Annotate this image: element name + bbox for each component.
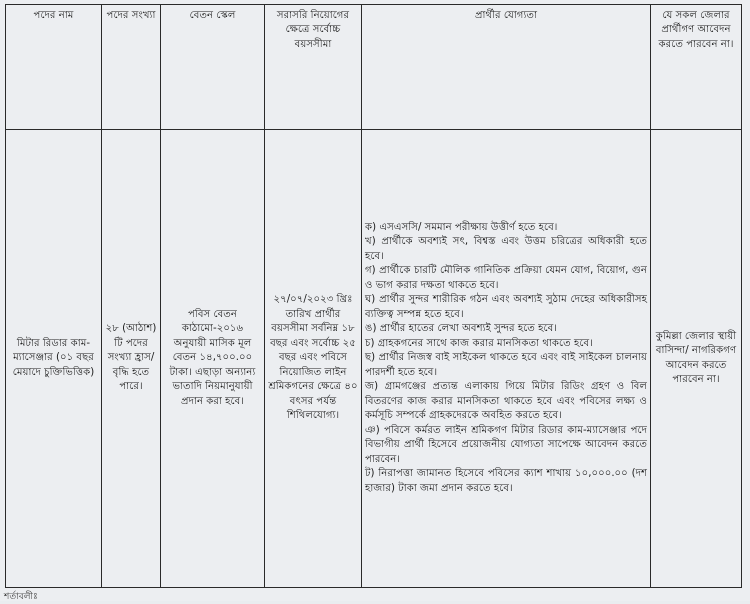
qualification-item: ক) এসএসসি/ সমমান পরীক্ষায় উত্তীর্ণ হতে হবে। xyxy=(365,221,558,233)
job-circular-table xyxy=(5,4,742,588)
qualification-item: ঙ) প্রার্থীর হাতের লেখা অবশ্যই সুন্দর হতে হবে। xyxy=(365,323,557,335)
cell-post-name: মিটার রিডার কাম-ম্যাসেঞ্জার (০১ বছর মেয়াদে চুক্তিভিত্তিক) xyxy=(6,130,102,588)
qualification-item: ঘ) প্রার্থীর সুন্দর শারীরিক গঠন এবং অবশ্যই সুঠাম দেহের অধিকারীসহ ব্যক্তিত্ব সম্পন্ন হতে হবে। xyxy=(365,294,647,320)
qualification-item: চ) গ্রাহকগনের সাথে কাজ করার মানসিকতা থাকতে হবে। xyxy=(365,337,593,349)
table-header-row xyxy=(6,5,742,130)
qualification-item: ঞ) পবিসে কর্মরত লাইন শ্রমিকগণ মিটার রিডার কাম-ম্যাসেঞ্জার পদে বিভাগীয় প্রার্থী হিসেবে প্রয়োজনীয় যোগ্যতা সাপেক্ষে আবেদন করতে পারবেন। xyxy=(365,424,647,465)
header-post-name: পদের নাম xyxy=(6,5,102,130)
footer-text: শর্তাবলীঃ xyxy=(4,592,38,602)
qualification-item: খ) প্রার্থীকে অবশ্যই সৎ, বিশ্বস্ত এবং উত্তম চরিত্রের অধিকারী হতে হবে। xyxy=(365,236,647,262)
qualification-item: ট) নিরাপত্তা জামানত হিসেবে পবিসের ক্যাশ শাখায় ১০,০০০.০০ (দশ হাজার) টাকা জমা প্রদান করতে হবে। xyxy=(365,468,647,494)
header-pay-scale: বেতন স্কেল xyxy=(161,5,265,130)
qualification-item: জ) গ্রামগঞ্জের প্রত্যন্ত এলাকায় গিয়ে মিটার রিডিং গ্রহণ ও বিল বিতরণের কাজ করার মানসিকতা থাকতে হবে এবং পবিসের লক্ষ্য ও কর্মসূচি সম্পর্কে গ্রাহকদেরকে অবহিত করতে হবে। xyxy=(365,381,647,422)
cell-qualifications xyxy=(362,130,651,588)
qualification-item: গ) প্রার্থীকে চারটি মৌলিক গানিতিক প্রক্রিয়া যেমন যোগ, বিয়োগ, গুন ও ভাগ করার দক্ষতা থাকতে হবে। xyxy=(365,265,647,291)
cell-pay-scale: পবিস বেতন কাঠামো-২০১৬ অনুযায়ী মাসিক মূল বেতন ১৪,৭০০.০০ টাকা। এছাড়া অন্যান্য ভাতাদি নিয়মানুযায়ী প্রদান করা হবে। xyxy=(161,130,265,588)
cell-excluded-districts: কুমিল্লা জেলার স্থায়ী বাসিন্দা/ নাগরিকগণ আবেদন করতে পারবেন না। xyxy=(651,130,742,588)
header-qualifications: প্রার্থীর যোগ্যতা xyxy=(362,5,651,130)
header-excluded-districts: যে সকল জেলার প্রার্থীগণ আবেদন করতে পারবেন না। xyxy=(651,5,742,130)
header-post-count: পদের সংখ্যা xyxy=(102,5,161,130)
qualification-item: ছ) প্রার্থীর নিজস্ব বাই সাইকেল থাকতে হবে এবং বাই সাইকেল চালনায় পারদর্শী হতে হবে। xyxy=(365,352,647,378)
table-row xyxy=(6,130,742,588)
cell-post-count: ২৮ (আঠাশ) টি পদের সংখ্যা হ্রাস/বৃদ্ধি হতে পারে। xyxy=(102,130,161,588)
qualification-list xyxy=(365,221,647,496)
header-age-limit: সরাসরি নিয়োগের ক্ষেত্রে সর্বোচ্চ বয়সসীমা xyxy=(265,5,362,130)
cell-age-limit: ২৭/০৭/২০২৩ খ্রিঃ তারিখ প্রার্থীর বয়সসীমা সর্বনিম্ন ১৮ বছর এবং সর্বোচ্চ ২৫ বছর এবং পবিসে নিয়োজিত লাইন শ্রমিকগনের ক্ষেত্রে ৪০ বৎসর পর্যন্ত শিথিলযোগ্য। xyxy=(265,130,362,588)
